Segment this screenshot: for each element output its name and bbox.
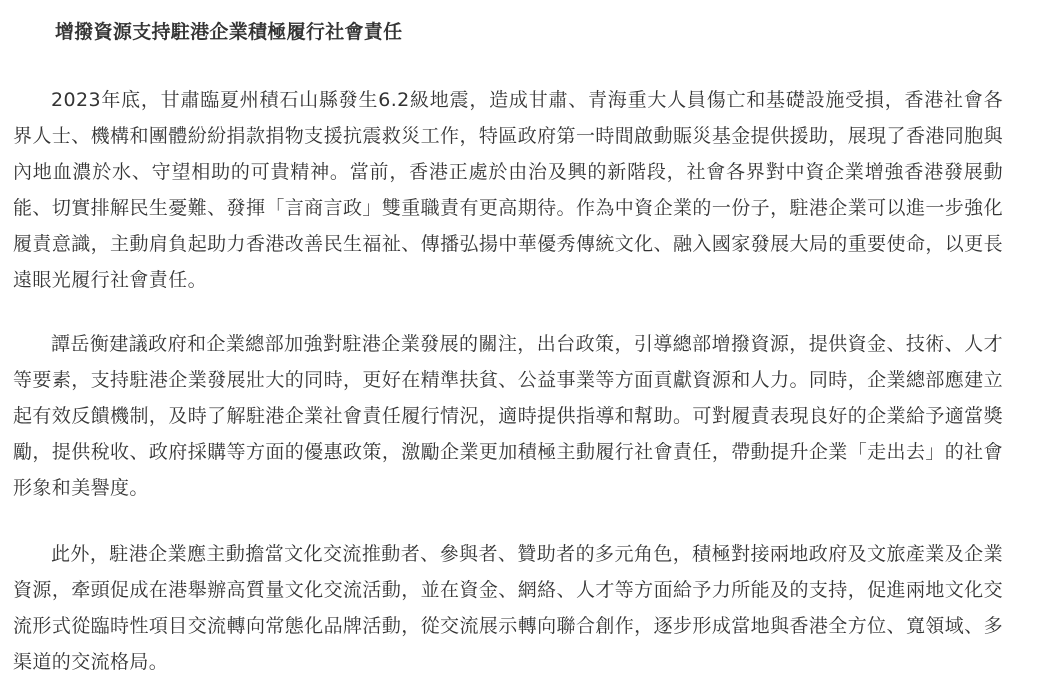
paragraph-2: 譚岳衡建議政府和企業總部加強對駐港企業發展的關注，出台政策，引導總部增撥資源，提供資金、技術、人才等要素，支持駐港企業發展壯大的同時，更好在精準扶貧、公益事業等方面貢獻資源和人力。同時，企業總部應建立起有效反饋機制，及時了解駐港企業社會責任履行情況，適時提供指導和幫助。可對履責表現良好的企業給予適當獎勵，提供稅收、政府採購等方面的優惠政策，激勵企業更加積極主動履行社會責任，帶動提升企業「走出去」的社會形象和美譽度。 [13,333,1003,499]
article-title: 增撥資源支持駐港企業積極履行社會責任 [55,21,403,43]
paragraph-3: 此外，駐港企業應主動擔當文化交流推動者、參與者、贊助者的多元角色，積極對接兩地政府及文旅產業及企業資源，牽頭促成在港舉辦高質量文化交流活動，並在資金、網絡、人才等方面給予力所能及的支持，促進兩地文化交流形式從臨時性項目交流轉向常態化品牌活動，從交流展示轉向聯合創作，逐步形成當地與香港全方位、寬領域、多渠道的交流格局。 [13,543,1003,673]
paragraph-1: 2023年底，甘肅臨夏州積石山縣發生6.2級地震，造成甘肅、青海重大人員傷亡和基礎設施受損，香港社會各界人士、機構和團體紛紛捐款捐物支援抗震救災工作，特區政府第一時間啟動賑災基金提供援助，展現了香港同胞與內地血濃於水、守望相助的可貴精神。當前，香港正處於由治及興的新階段，社會各界對中資企業增強香港發展動能、切實排解民生憂難、發揮「言商言政」雙重職責有更高期待。作為中資企業的一份子，駐港企業可以進一步強化履責意識，主動肩負起助力香港改善民生福祉、傳播弘揚中華優秀傳統文化、融入國家發展大局的重要使命，以更長遠眼光履行社會責任。 [13,89,1003,291]
